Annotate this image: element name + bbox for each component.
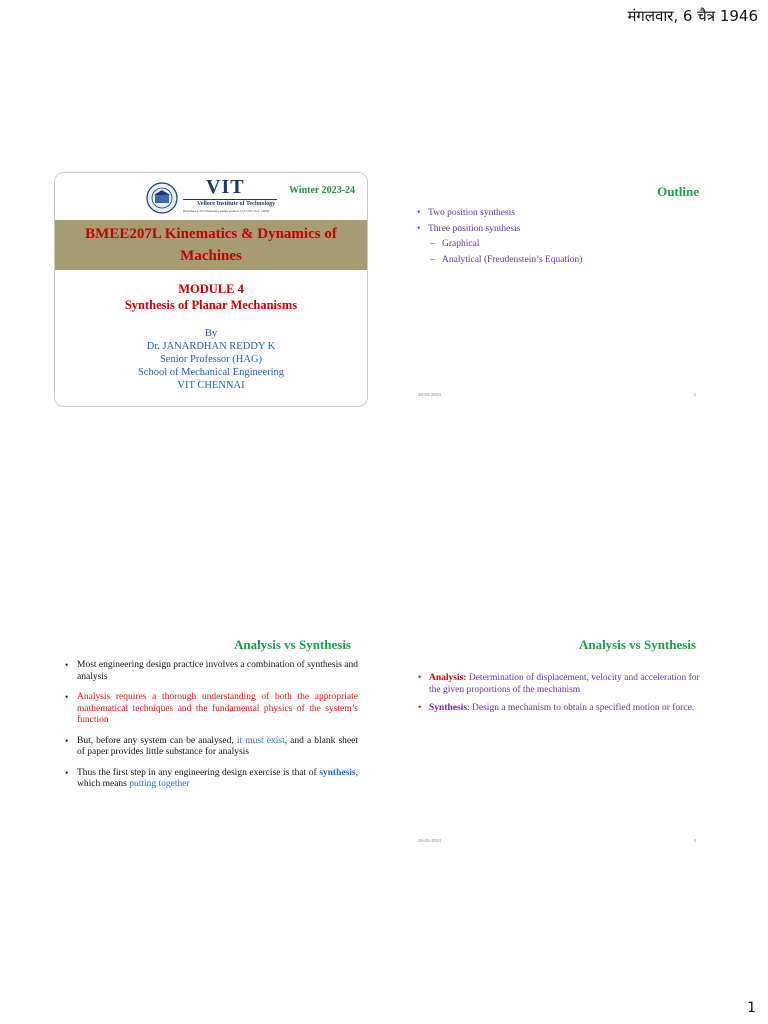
text-segment: But, before any system can be analysed,	[77, 735, 237, 746]
definition-text: Determination of displacement, velocity and acceleration for the given proportions of the mechanism	[429, 673, 700, 695]
highlight-text: it must exist	[236, 735, 285, 746]
slide-title: Analysis vs Synthesis	[578, 637, 696, 652]
sublist-item: – Analytical (Freudenstein’s Equation)	[416, 253, 696, 269]
title-slide	[54, 172, 368, 407]
author-block	[55, 327, 367, 392]
logo-divider	[183, 199, 277, 200]
highlight-text: putting together	[129, 779, 190, 789]
term-label: Analysis:	[429, 673, 467, 683]
list-item: • Analysis requires a thorough understanding of both the appropriate mathematical techniques and the fundamental physics of the system’s function	[64, 692, 358, 727]
list-item	[416, 222, 696, 269]
list-item: • Most engineering design practice involves a combination of synthesis and analysis	[64, 660, 358, 683]
author-designation: Senior Professor (HAG)	[159, 354, 263, 365]
outline-slide	[402, 172, 714, 405]
vit-emblem-icon	[145, 181, 179, 215]
definition-text: : Design a mechanism to obtain a specified motion or force.	[467, 703, 695, 713]
page-number: 1	[747, 1000, 756, 1016]
list-item	[64, 768, 358, 791]
author-campus: VIT CHENNAI	[177, 380, 245, 391]
module-heading	[55, 281, 367, 313]
bullet-list	[64, 660, 358, 800]
author-name: Dr. JANARDHAN REDDY K	[146, 341, 276, 352]
text-segment: , which means	[77, 767, 358, 789]
slide-footer-date: 26-03-2024	[418, 392, 442, 397]
module-number: MODULE 4	[178, 282, 244, 296]
list-item	[64, 736, 358, 759]
slide-footer-date: 26-03-2024	[418, 838, 442, 843]
logo-subtitle: (Deemed to be University under section 3 of UGC Act, 1956)	[183, 209, 270, 213]
term-label: Synthesis	[429, 703, 468, 713]
list-item: • Two position synthesis	[416, 206, 696, 222]
list-item	[417, 702, 702, 714]
author-school: School of Mechanical Engineering	[137, 367, 285, 378]
analysis-synthesis-slide-1	[54, 618, 366, 851]
date-header: मंगलवार, 6 चैत्र 1946	[627, 7, 758, 25]
slide-footer-number: 4	[693, 838, 696, 843]
by-label: By	[204, 328, 218, 339]
highlight-text: synthesis	[319, 767, 356, 778]
bullet-list	[417, 672, 702, 720]
module-title: Synthesis of Planar Mechanisms	[124, 298, 298, 312]
slide-footer-number: 2	[693, 392, 696, 397]
course-band	[55, 220, 367, 270]
outline-sublist	[416, 237, 696, 268]
slide-title: Analysis vs Synthesis	[233, 637, 351, 652]
slide-title: Outline	[657, 184, 699, 199]
sublist-item: – Graphical	[416, 237, 696, 253]
slide-header	[55, 173, 367, 221]
vit-logo-text: VIT	[206, 176, 245, 198]
course-title: BMEE207L Kinematics & Dynamics of Machines	[85, 226, 337, 264]
logo-institution-name: Vellore Institute of Technology	[197, 201, 276, 207]
list-item	[417, 672, 702, 696]
text-segment: , and a blank sheet of paper provides little substance for analysis	[77, 735, 358, 757]
outline-list	[416, 206, 696, 268]
term-label: Winter 2023-24	[288, 185, 355, 196]
analysis-synthesis-slide-2	[402, 618, 714, 851]
list-item-label: Three position synthesis	[428, 223, 521, 234]
text-segment: Thus the first step in any engineering design exercise is that of	[77, 767, 320, 778]
